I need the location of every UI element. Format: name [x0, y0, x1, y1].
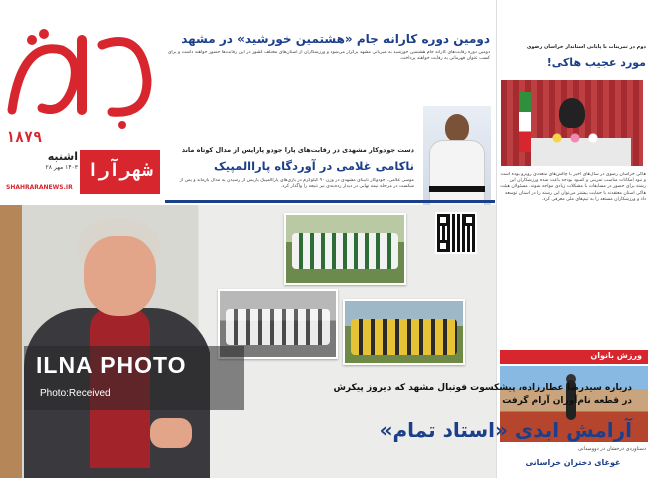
issue-number: ۱۸۷۹ — [6, 128, 43, 146]
women-sport-headline: غوغای دختران خراسانی — [525, 458, 621, 467]
portrait-photo — [20, 212, 210, 478]
hockey-headline: مورد عجیب هاکی! — [546, 56, 646, 69]
subheadline-judo: دست جودوکار مشهدی در رقابت‌های پارا جودو پارایس از مدال کوتاه ماند — [181, 146, 414, 154]
headline-judo: ناکامی غلامی در آوردگاه پاراالمپیک — [213, 159, 414, 173]
women-sport-banner — [500, 350, 648, 364]
masthead — [0, 0, 162, 200]
top-news-section — [165, 18, 490, 200]
judoka-photo — [423, 106, 491, 212]
iran-flag-icon — [519, 92, 531, 152]
masthead-red-bar — [80, 150, 160, 194]
masthead-logo-text: شهرآرا — [87, 160, 153, 181]
official-photo — [501, 80, 643, 166]
newspaper-logo — [2, 20, 162, 140]
women-sport-subheadline: دستاوردی درخشان در دوومیدانی — [577, 446, 646, 452]
paragraph-judo: موسی غلامی، جودوکار نابینای مشهدی در وزن ۹۰ کیلوگرم در بازی‌های پاراالمپیک پاریس از رسیدن به مدال بازماند و پس از شکست در مرحله نیمه نهایی در دیدار رده‌بندی نیز نتیجه را واگذار کرد. — [179, 178, 414, 190]
logo-mark-icon — [2, 20, 162, 140]
headline-karate: دومین دوره کارانه جام «هشتمین خورشید» در مشهد — [181, 32, 490, 46]
weekday: اشنبه — [47, 150, 78, 163]
website-url: SHAHRARANEWS.IR — [6, 184, 73, 191]
team-photo-3 — [343, 299, 465, 365]
issue-date: ۱۴۰۳ مهر ۲۸ — [45, 164, 78, 171]
door-frame — [0, 205, 22, 478]
section-divider — [165, 200, 495, 203]
qr-code-icon[interactable] — [435, 212, 477, 254]
hockey-subheadline: دوم در تمرینات با پایانی استاندار خراسان رضوی — [526, 44, 646, 50]
photo-agency: ILNA PHOTO — [36, 352, 187, 378]
main-story-headline: آرامش ابدی «استاد تمام» — [379, 418, 632, 442]
photo-watermark — [24, 346, 244, 410]
women-sport-label: ورزش بانوان — [590, 351, 642, 360]
hockey-paragraph: هاکی خراسان رضوی در سال‌های اخیر با چالش‌های متعددی روبرو بوده است و نبود امکانات مناسب تمرینی و کمبود بودجه باعث شده ورزشکاران این رشته برای حضور در مسابقات با مشکلات زیادی مواجه شوند. مسئولان هیئت هاکی استان معتقدند با حمایت بیشتر می‌توان این رشته را در استان توسعه داد و ورزشکاران مستعد را به تیم‌های ملی معرفی کرد. — [500, 172, 646, 202]
paragraph-karate: دومین دوره رقابت‌های کارانه جام هشتمین خورشید به میزبانی مشهد برگزار می‌شود و ورزشکاران از استان‌های مختلف کشور در این رقابت‌ها حضور خواهند داشت و برای کسب عنوان قهرمانی به رقابت خواهند پرداخت. — [167, 50, 490, 62]
date-block — [6, 150, 80, 194]
photo-credit: Photo:Received — [40, 388, 111, 399]
team-photo-1 — [284, 213, 406, 285]
main-story-subheadline: درباره سیدرضا عطارزاده، پیشکسوت فوتبال مشهد که دیروز پیکرش در قطعه نام‌آوران آرام گرفت — [333, 383, 632, 406]
